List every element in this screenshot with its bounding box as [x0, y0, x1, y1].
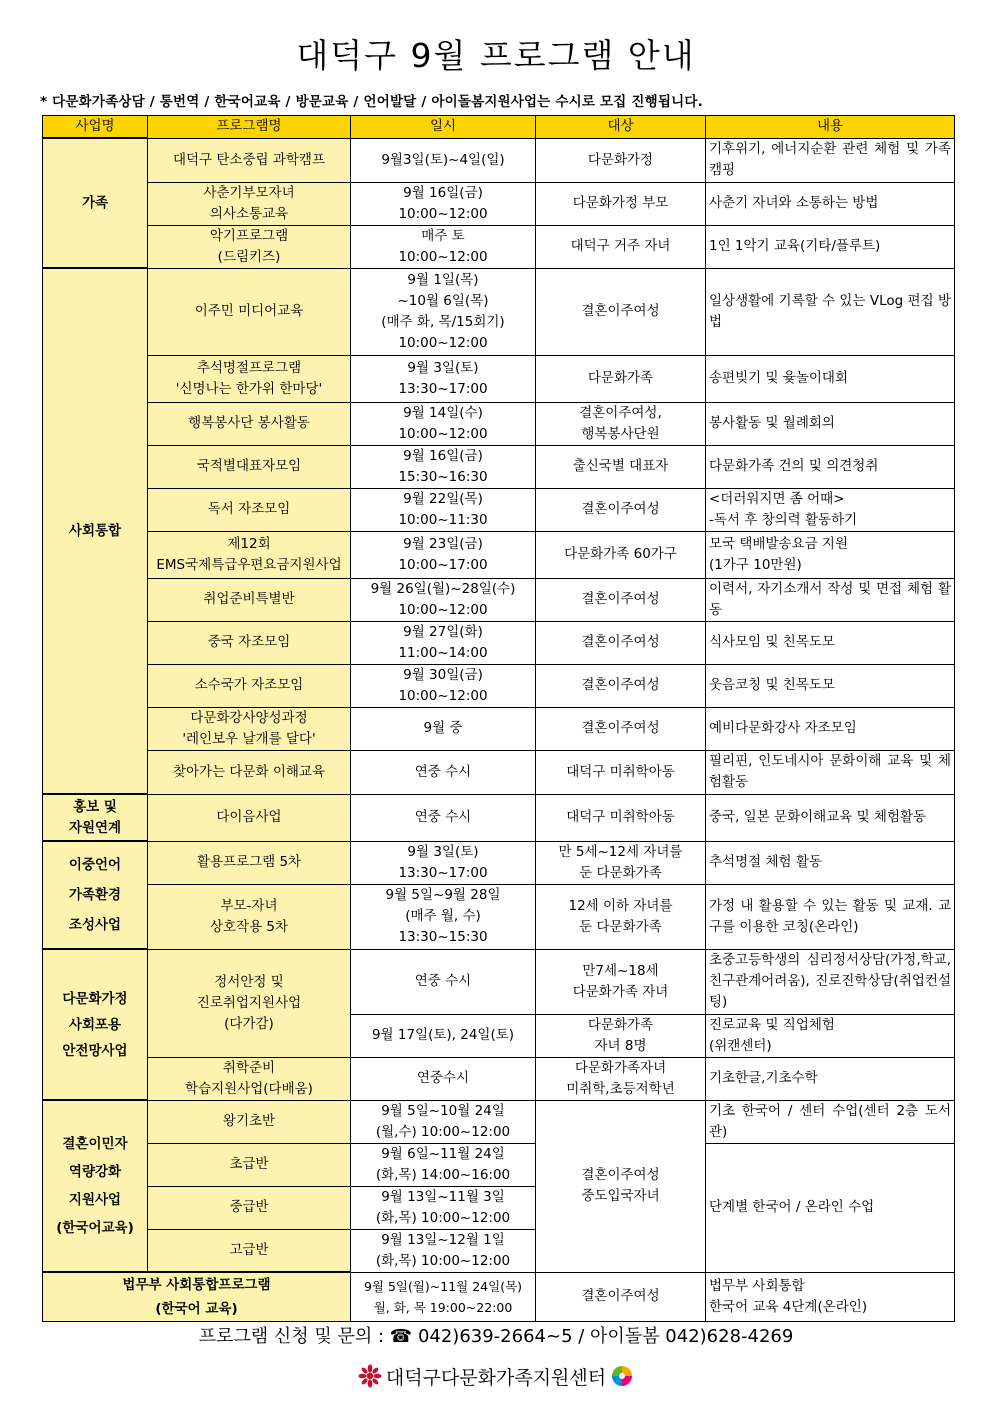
table-row	[43, 621, 955, 664]
center-logo-icon	[358, 1364, 382, 1388]
program-content: 이력서, 자기소개서 작성 및 면접 체험 활동	[706, 578, 955, 621]
center-name: 대덕구다문화가족지원센터	[385, 1366, 607, 1389]
table-header-row	[43, 116, 955, 139]
category-social: 사회통합	[43, 268, 148, 794]
program-target: 다문화가정 부모	[536, 182, 706, 225]
category-promo	[43, 794, 148, 841]
program-target: 다문화가족 자녀 8명	[536, 1014, 706, 1057]
program-date: 9월 22일(목) 10:00~11:30	[351, 488, 536, 531]
program-content: 기후위기, 에너지순환 관련 체험 및 가족 캠핑	[706, 138, 955, 182]
category-promo-line2: 자원연계	[68, 819, 122, 836]
table-row	[43, 355, 955, 402]
program-date: 9월 5일(월)~11월 24일(목) 월, 화, 목 19:00~22:00	[351, 1272, 536, 1322]
program-name: 행복봉사단 봉사활동	[148, 402, 351, 445]
program-content: 진로교육 및 직업체험 (위캔센터)	[706, 1014, 955, 1057]
program-name: 초급반	[148, 1143, 351, 1186]
program-target: 결혼이주여성	[536, 268, 706, 355]
program-target: 12세 이하 자녀를 둔 다문화가족	[536, 884, 706, 949]
program-date: 9월 27일(화) 11:00~14:00	[351, 621, 536, 664]
program-target: 대덕구 거주 자녀	[536, 225, 706, 268]
category-marriage	[43, 1100, 148, 1272]
program-date: 9월 26일(월)~28일(수) 10:00~12:00	[351, 578, 536, 621]
program-target: 대덕구 미취학아동	[536, 794, 706, 841]
program-content: 웃음코칭 및 친목도모	[706, 664, 955, 707]
program-name: 왕기초반	[148, 1100, 351, 1143]
program-target: 결혼이주여성 중도입국자녀	[536, 1100, 706, 1272]
program-content: 추석명절 체험 활동	[706, 841, 955, 884]
program-date: 9월 3일(토) 13:30~17:00	[351, 355, 536, 402]
category-safety-line2: 사회포용	[68, 1016, 122, 1033]
program-content: 법무부 사회통합 한국어 교육 4단계(온라인)	[706, 1272, 955, 1322]
category-safety	[43, 949, 148, 1100]
program-name: 대덕구 탄소중립 과학캠프	[148, 138, 351, 182]
table-row	[43, 445, 955, 488]
category-family: 가족	[43, 138, 148, 268]
program-content: 모국 택배발송요금 지원 (1가구 10만원)	[706, 531, 955, 578]
program-content: 중국, 일본 문화이해교육 및 체험활동	[706, 794, 955, 841]
table-row	[43, 1100, 955, 1143]
program-content: 필리핀, 인도네시아 문화이해 교육 및 체험활동	[706, 750, 955, 794]
program-target: 다문화가정	[536, 138, 706, 182]
category-safety-line1: 다문화가정	[62, 990, 128, 1007]
program-name: 국적별대표자모임	[148, 445, 351, 488]
program-target: 다문화가족 60가구	[536, 531, 706, 578]
program-name: 추석명절프로그램 '신명나는 한가위 한마당'	[148, 355, 351, 402]
program-content: 기초 한국어 / 센터 수업(센터 2층 도서관)	[706, 1100, 955, 1143]
program-date: 9월 6일~11월 24일 (화,목) 14:00~16:00	[351, 1143, 536, 1186]
program-date: 9월 14일(수) 10:00~12:00	[351, 402, 536, 445]
program-date: 9월 1일(목) ~10월 6일(목) (매주 화, 목/15회기) 10:00~12:00	[351, 268, 536, 355]
category-law-line2: (한국어 교육)	[155, 1301, 238, 1317]
program-date: 연중수시	[351, 1057, 536, 1100]
table-row	[43, 578, 955, 621]
program-date: 9월 16일(금) 10:00~12:00	[351, 182, 536, 225]
program-name: 이주민 미디어교육	[148, 268, 351, 355]
category-bilingual	[43, 841, 148, 949]
program-name: 사춘기부모자녀 의사소통교육	[148, 182, 351, 225]
program-schedule-table	[42, 115, 955, 1322]
table-row	[43, 949, 955, 1014]
program-date: 9월 5일~9월 28일 (매주 월, 수) 13:30~15:30	[351, 884, 536, 949]
table-row	[43, 750, 955, 794]
program-date: 9월 13일~12월 1일 (화,목) 10:00~12:00	[351, 1229, 536, 1272]
program-content: 1인 1악기 교육(기타/플루트)	[706, 225, 955, 268]
swirl-logo-icon	[610, 1364, 634, 1388]
category-marriage-line1: 결혼이민자	[62, 1136, 128, 1152]
program-target: 결혼이주여성	[536, 488, 706, 531]
contact-info: 프로그램 신청 및 문의 : ☎ 042)639-2664~5 / 아이돌봄 042)628-4269	[198, 1326, 794, 1347]
program-date: 9월 30일(금) 10:00~12:00	[351, 664, 536, 707]
table-row	[43, 884, 955, 949]
category-marriage-line2: 역량강화	[68, 1164, 122, 1180]
program-date: 9월 16일(금) 15:30~16:30	[351, 445, 536, 488]
footer	[0, 1362, 992, 1390]
category-bilingual-line3: 조성사업	[68, 917, 122, 933]
header-category: 사업명	[43, 116, 148, 139]
header-content: 내용	[706, 116, 955, 139]
program-date: 매주 토 10:00~12:00	[351, 225, 536, 268]
category-marriage-line3: 지원사업	[68, 1192, 122, 1208]
category-law	[43, 1272, 351, 1322]
program-target: 결혼이주여성	[536, 621, 706, 664]
program-content: 다문화가족 건의 및 의견청취	[706, 445, 955, 488]
program-target: 결혼이주여성	[536, 664, 706, 707]
program-content: 식사모임 및 친목도모	[706, 621, 955, 664]
program-name: 중급반	[148, 1186, 351, 1229]
program-date: 9월 3일(토) 13:30~17:00	[351, 841, 536, 884]
program-name: 찾아가는 다문화 이해교육	[148, 750, 351, 794]
table-row	[43, 1143, 955, 1186]
program-content: 초중고등학생의 심리정서상담(가정,학교,친구관계어려움), 진로진학상담(취업컨설팅)	[706, 949, 955, 1014]
program-name: 중국 자조모임	[148, 621, 351, 664]
table-row	[43, 182, 955, 225]
program-name: 제12회 EMS국제특급우편요금지원사업	[148, 531, 351, 578]
header-target: 대상	[536, 116, 706, 139]
program-content: 봉사활동 및 월례회의	[706, 402, 955, 445]
program-content: <더러워지면 좀 어때> -독서 후 창의력 활동하기	[706, 488, 955, 531]
program-date: 9월 중	[351, 707, 536, 750]
program-name: 고급반	[148, 1229, 351, 1272]
program-date: 9월 13일~11월 3일 (화,목) 10:00~12:00	[351, 1186, 536, 1229]
program-content: 단계별 한국어 / 온라인 수업	[706, 1143, 955, 1272]
table-row	[43, 707, 955, 750]
table-row	[43, 402, 955, 445]
program-target: 결혼이주여성	[536, 578, 706, 621]
program-name: 정서안정 및 진로취업지원사업 (다가감)	[148, 949, 351, 1057]
program-target: 결혼이주여성	[536, 707, 706, 750]
page-title: 대덕구 9월 프로그램 안내	[296, 36, 696, 75]
recruitment-note: * 다문화가족상담 / 통번역 / 한국어교육 / 방문교육 / 언어발달 / 아이돌봄지원사업는 수시로 모집 진행됩니다.	[40, 94, 703, 110]
category-law-line1: 법무부 사회통합프로그램	[122, 1277, 271, 1293]
table-row	[43, 488, 955, 531]
table-row	[43, 841, 955, 884]
table-row	[43, 1272, 955, 1322]
program-name: 부모-자녀 상호작용 5차	[148, 884, 351, 949]
program-target: 결혼이주여성	[536, 1272, 706, 1322]
header-program: 프로그램명	[148, 116, 351, 139]
program-name: 소수국가 자조모임	[148, 664, 351, 707]
program-content: 가정 내 활용할 수 있는 활동 및 교재. 교구를 이용한 코칭(온라인)	[706, 884, 955, 949]
program-date: 연중 수시	[351, 794, 536, 841]
program-date: 9월3일(토)~4일(일)	[351, 138, 536, 182]
program-name: 다문화강사양성과정 '레인보우 날개를 달다'	[148, 707, 351, 750]
program-name: 다이음사업	[148, 794, 351, 841]
program-date: 연중 수시	[351, 750, 536, 794]
program-content: 사춘기 자녀와 소통하는 방법	[706, 182, 955, 225]
program-content: 기초한글,기초수학	[706, 1057, 955, 1100]
program-name: 악기프로그램 (드림키즈)	[148, 225, 351, 268]
program-date: 9월 5일~10월 24일 (월,수) 10:00~12:00	[351, 1100, 536, 1143]
program-date: 9월 23일(금) 10:00~17:00	[351, 531, 536, 578]
category-marriage-line4: (한국어교육)	[56, 1220, 134, 1236]
category-promo-line1: 홍보 및	[73, 798, 117, 815]
table-row	[43, 794, 955, 841]
category-bilingual-line2: 가족환경	[68, 887, 122, 903]
program-target: 다문화가족	[536, 355, 706, 402]
program-name: 취업준비특별반	[148, 578, 351, 621]
table-row	[43, 664, 955, 707]
program-target: 대덕구 미취학아동	[536, 750, 706, 794]
program-target: 출신국별 대표자	[536, 445, 706, 488]
category-bilingual-line1: 이중언어	[68, 857, 122, 873]
program-content: 송편빚기 및 윷놀이대회	[706, 355, 955, 402]
header-date: 일시	[351, 116, 536, 139]
table-row	[43, 268, 955, 355]
table-row	[43, 531, 955, 578]
table-row	[43, 138, 955, 182]
program-name: 독서 자조모임	[148, 488, 351, 531]
program-date: 연중 수시	[351, 949, 536, 1014]
program-name: 취학준비 학습지원사업(다배움)	[148, 1057, 351, 1100]
program-target: 만7세~18세 다문화가족 자녀	[536, 949, 706, 1014]
program-target: 결혼이주여성, 행복봉사단원	[536, 402, 706, 445]
program-date: 9월 17일(토), 24일(토)	[351, 1014, 536, 1057]
program-target: 만 5세~12세 자녀를 둔 다문화가족	[536, 841, 706, 884]
category-safety-line3: 안전망사업	[62, 1042, 128, 1059]
table-row	[43, 225, 955, 268]
program-content: 일상생활에 기록할 수 있는 VLog 편집 방법	[706, 268, 955, 355]
program-name: 활용프로그램 5차	[148, 841, 351, 884]
program-target: 다문화가족자녀 미취학,초등저학년	[536, 1057, 706, 1100]
program-content: 예비다문화강사 자조모임	[706, 707, 955, 750]
table-row	[43, 1057, 955, 1100]
